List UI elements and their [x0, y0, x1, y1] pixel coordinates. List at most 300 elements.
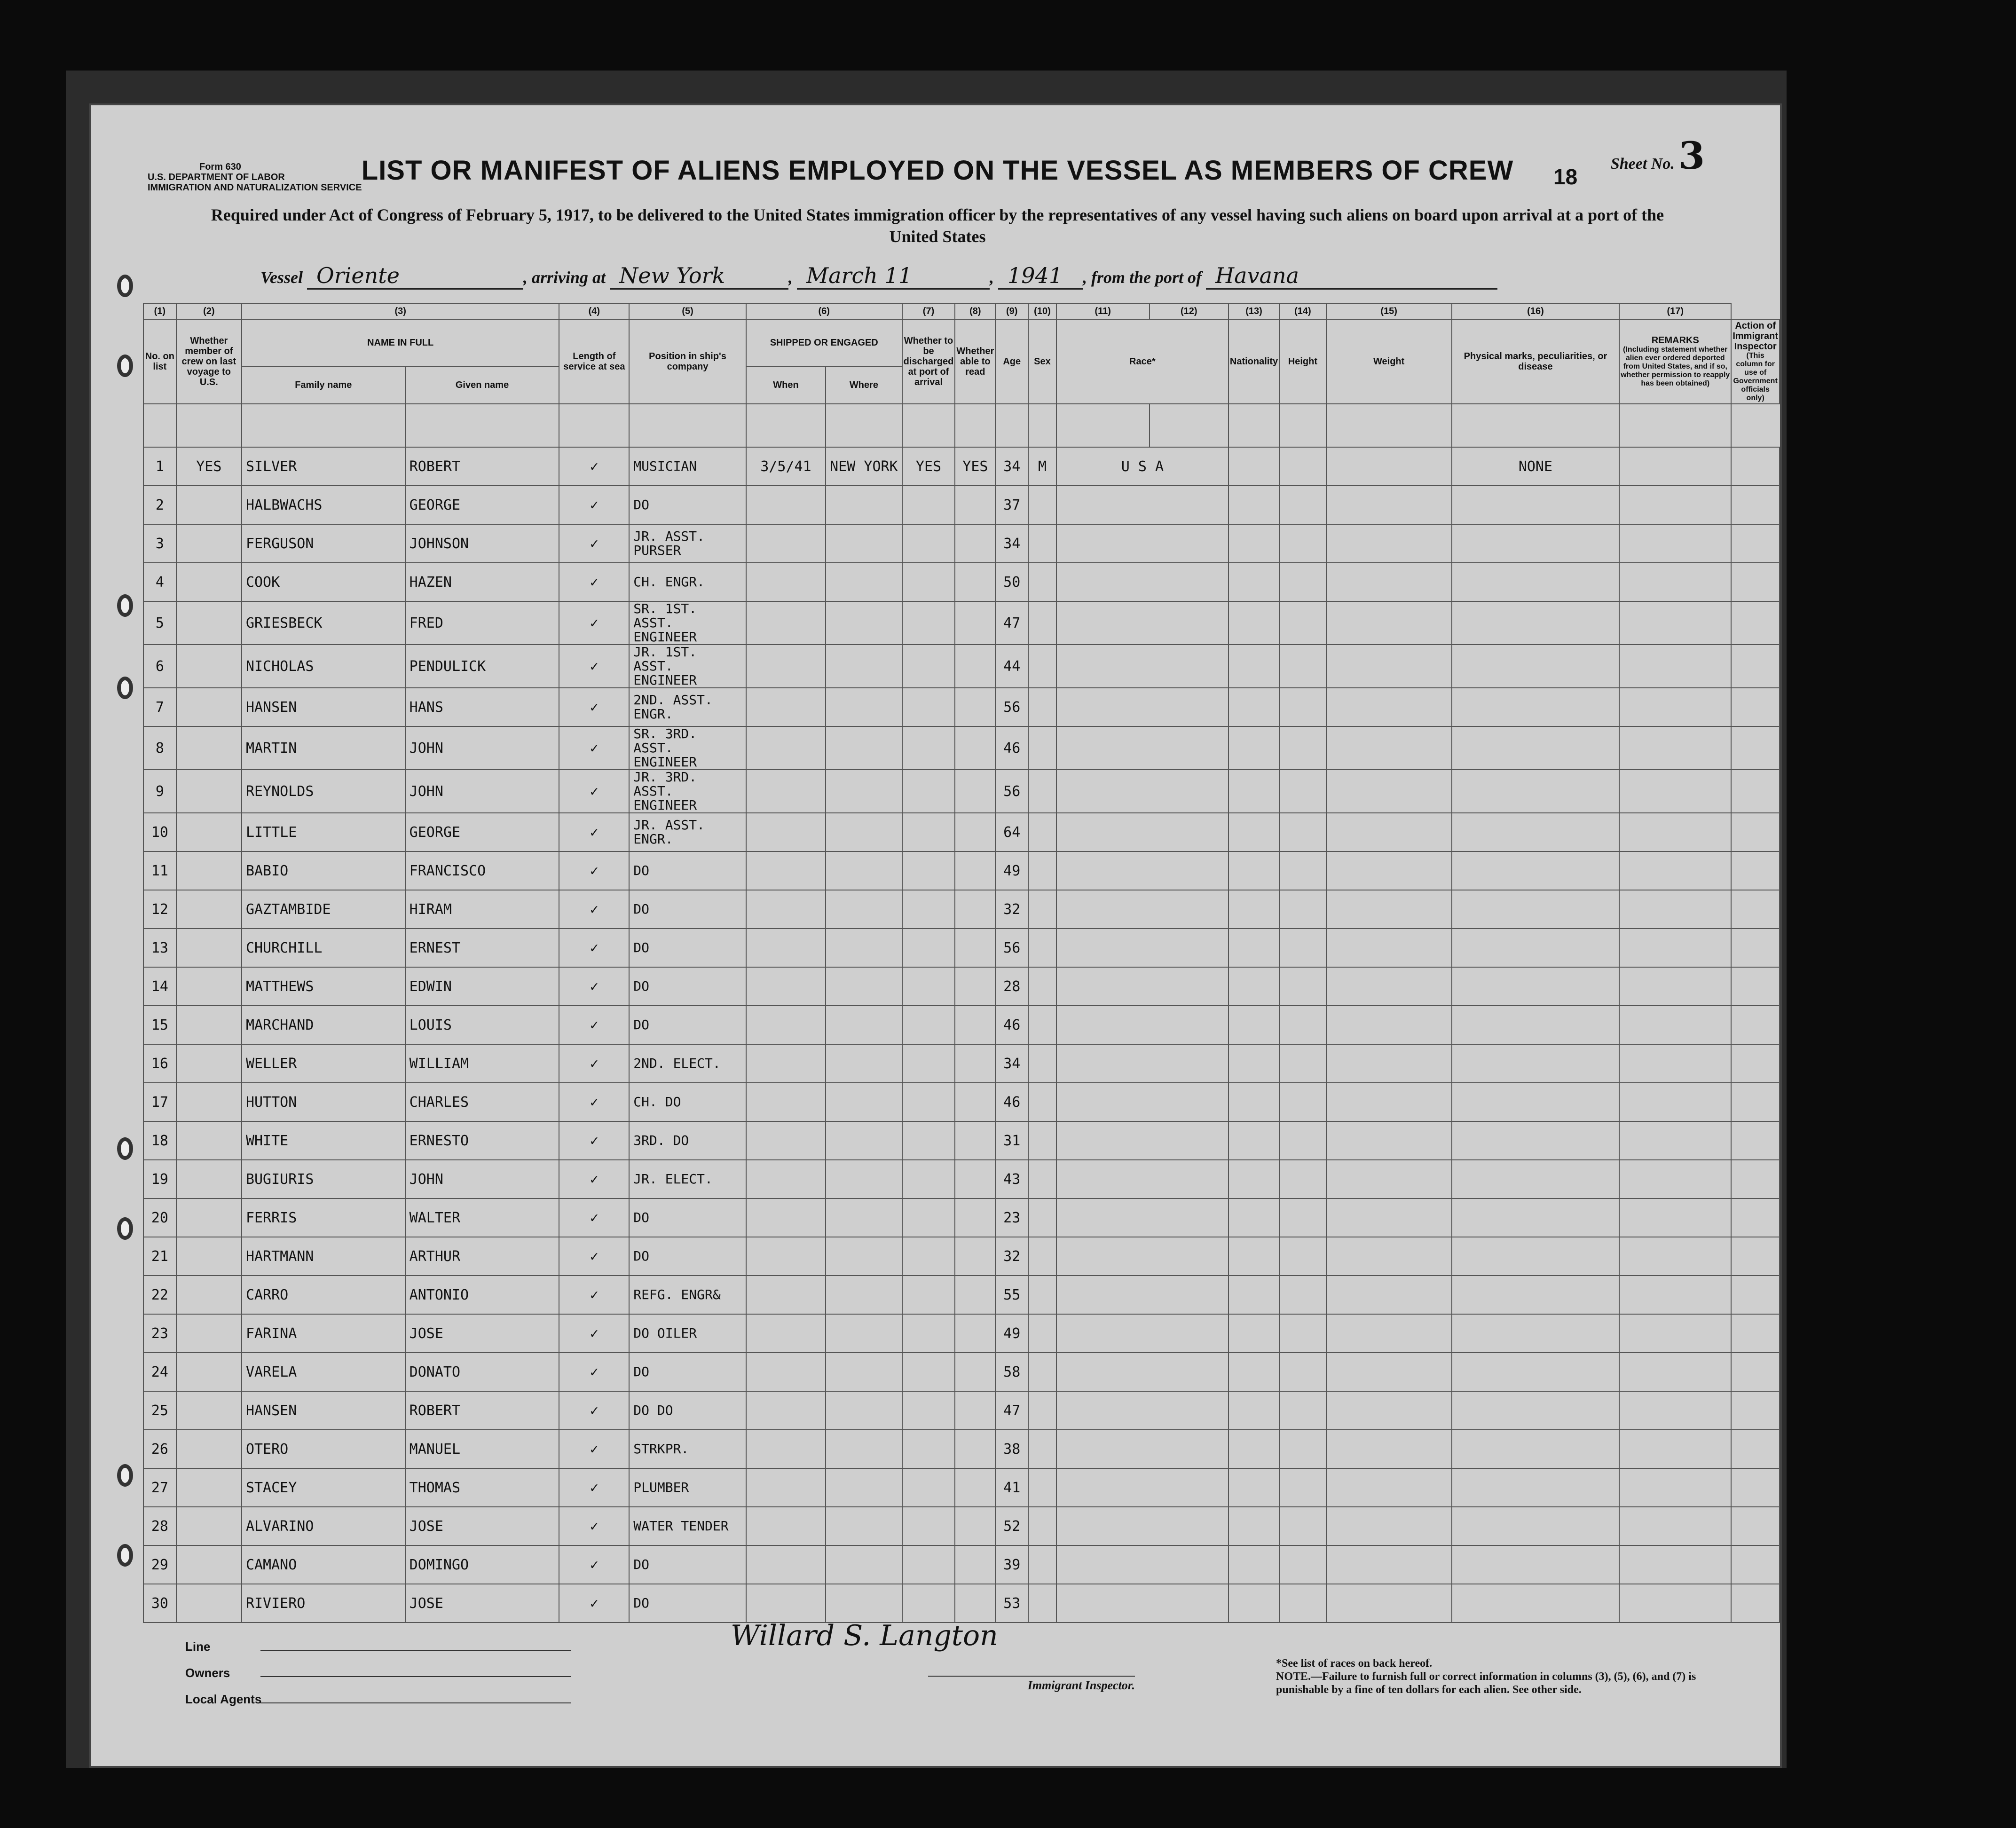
cell-list-number: 14 [143, 967, 176, 1006]
cell-position: JR. 3RD. ASST. ENGINEER [629, 770, 746, 813]
col-num: (10) [1028, 303, 1056, 319]
cell-physical-marks [1452, 813, 1620, 851]
cell-nationality [1228, 447, 1279, 486]
cell-discharged [902, 1314, 955, 1353]
cell-crew-last-voyage [176, 563, 242, 601]
header-no-on-list: No. on list [143, 319, 176, 404]
cell-discharged [902, 1121, 955, 1160]
table-row [143, 645, 1780, 688]
cell-age: 23 [995, 1198, 1028, 1237]
cell-crew-last-voyage [176, 1083, 242, 1121]
table-row [143, 1160, 1780, 1198]
cell-race [1056, 524, 1228, 563]
cell-race [1056, 770, 1228, 813]
cell-weight [1326, 1198, 1452, 1237]
cell-sex [1028, 1276, 1056, 1314]
cell-given-name: JOSE [405, 1314, 559, 1353]
cell-inspector-action [1731, 1044, 1780, 1083]
cell-crew-last-voyage [176, 1121, 242, 1160]
cell-remarks [1619, 563, 1731, 601]
cell-shipped-where [826, 967, 902, 1006]
col-num: (17) [1619, 303, 1731, 319]
cell-family-name: HANSEN [242, 688, 405, 726]
cell-height [1279, 1237, 1326, 1276]
cell-list-number: 20 [143, 1198, 176, 1237]
table-row [143, 770, 1780, 813]
cell-race [1056, 851, 1228, 890]
cell-shipped-when [746, 1198, 826, 1237]
cell-crew-last-voyage [176, 524, 242, 563]
cell-remarks [1619, 601, 1731, 645]
cell-position: DO [629, 929, 746, 967]
table-row [143, 1083, 1780, 1121]
cell-age: 49 [995, 851, 1028, 890]
cell-list-number: 4 [143, 563, 176, 601]
cell-remarks [1619, 1276, 1731, 1314]
cell-service-check: ✓ [559, 1430, 629, 1468]
cell-shipped-when [746, 1353, 826, 1391]
cell-remarks [1619, 1507, 1731, 1545]
cell-shipped-when [746, 1584, 826, 1623]
cell-crew-last-voyage [176, 1160, 242, 1198]
cell-crew-last-voyage [176, 851, 242, 890]
cell-shipped-where [826, 851, 902, 890]
cell-weight [1326, 1276, 1452, 1314]
line-field [185, 1633, 571, 1660]
cell-shipped-where [826, 1314, 902, 1353]
cell-nationality [1228, 524, 1279, 563]
cell-family-name: MARTIN [242, 726, 405, 770]
col-num: (12) [1150, 303, 1228, 319]
cell-weight [1326, 601, 1452, 645]
cell-family-name: CARRO [242, 1276, 405, 1314]
cell-sex [1028, 1160, 1056, 1198]
cell-discharged [902, 1584, 955, 1623]
cell-service-check: ✓ [559, 601, 629, 645]
cell-sex [1028, 486, 1056, 524]
cell-remarks [1619, 645, 1731, 688]
cell-given-name: DONATO [405, 1353, 559, 1391]
cell-able-to-read [955, 726, 995, 770]
cell-sex [1028, 1314, 1056, 1353]
cell-shipped-where [826, 1468, 902, 1507]
cell-discharged [902, 601, 955, 645]
cell-able-to-read [955, 601, 995, 645]
cell-remarks [1619, 1237, 1731, 1276]
punch-hole [117, 1464, 133, 1487]
cell-shipped-when [746, 1160, 826, 1198]
cell-service-check: ✓ [559, 1237, 629, 1276]
cell-service-check: ✓ [559, 1044, 629, 1083]
cell-shipped-when [746, 1314, 826, 1353]
owners-field [185, 1660, 571, 1686]
cell-weight [1326, 929, 1452, 967]
cell-sex [1028, 1006, 1056, 1044]
cell-sex [1028, 1430, 1056, 1468]
cell-nationality [1228, 1391, 1279, 1430]
cell-race [1056, 1006, 1228, 1044]
cell-nationality [1228, 851, 1279, 890]
cell-list-number: 8 [143, 726, 176, 770]
cell-family-name: REYNOLDS [242, 770, 405, 813]
cell-discharged [902, 929, 955, 967]
cell-height [1279, 1314, 1326, 1353]
cell-remarks [1619, 851, 1731, 890]
cell-family-name: MARCHAND [242, 1006, 405, 1044]
cell-service-check: ✓ [559, 688, 629, 726]
cell-crew-last-voyage [176, 1044, 242, 1083]
cell-family-name: WELLER [242, 1044, 405, 1083]
cell-service-check: ✓ [559, 524, 629, 563]
cell-age: 31 [995, 1121, 1028, 1160]
cell-given-name: ERNEST [405, 929, 559, 967]
crew-rows [143, 447, 1780, 1623]
cell-list-number: 3 [143, 524, 176, 563]
cell-inspector-action [1731, 447, 1780, 486]
cell-age: 32 [995, 1237, 1028, 1276]
cell-service-check: ✓ [559, 890, 629, 929]
header-name-in-full: NAME IN FULL [242, 319, 559, 366]
cell-given-name: THOMAS [405, 1468, 559, 1507]
cell-height [1279, 1160, 1326, 1198]
cell-physical-marks [1452, 486, 1620, 524]
cell-able-to-read [955, 1044, 995, 1083]
cell-sex [1028, 1083, 1056, 1121]
cell-position: DO [629, 851, 746, 890]
table-row [143, 929, 1780, 967]
cell-list-number: 7 [143, 688, 176, 726]
cell-given-name: ERNESTO [405, 1121, 559, 1160]
cell-position: DO [629, 486, 746, 524]
table-row [143, 1468, 1780, 1507]
cell-list-number: 29 [143, 1545, 176, 1584]
cell-remarks [1619, 770, 1731, 813]
cell-discharged [902, 1044, 955, 1083]
cell-shipped-where [826, 688, 902, 726]
manifest-sheet [89, 103, 1782, 1768]
cell-physical-marks [1452, 1006, 1620, 1044]
cell-discharged [902, 1545, 955, 1584]
table-row [143, 1545, 1780, 1584]
cell-sex [1028, 645, 1056, 688]
cell-age: 34 [995, 1044, 1028, 1083]
cell-list-number: 23 [143, 1314, 176, 1353]
col-num: (1) [143, 303, 176, 319]
cell-height [1279, 1545, 1326, 1584]
cell-height [1279, 1507, 1326, 1545]
cell-height [1279, 1353, 1326, 1391]
cell-height [1279, 1121, 1326, 1160]
cell-age: 52 [995, 1507, 1028, 1545]
cell-service-check: ✓ [559, 1198, 629, 1237]
cell-physical-marks [1452, 929, 1620, 967]
cell-able-to-read [955, 486, 995, 524]
cell-family-name: WHITE [242, 1121, 405, 1160]
stamp-number: 18 [1553, 165, 1578, 189]
cell-service-check: ✓ [559, 813, 629, 851]
cell-position: 2ND. ASST. ENGR. [629, 688, 746, 726]
arrival-date: March 11 [797, 263, 990, 290]
header-family-name: Family name [242, 366, 405, 404]
cell-discharged [902, 1160, 955, 1198]
cell-crew-last-voyage [176, 1006, 242, 1044]
cell-physical-marks [1452, 1044, 1620, 1083]
cell-weight [1326, 1430, 1452, 1468]
cell-sex [1028, 929, 1056, 967]
cell-height [1279, 851, 1326, 890]
cell-race [1056, 1237, 1228, 1276]
cell-able-to-read [955, 813, 995, 851]
col-num: (4) [559, 303, 629, 319]
cell-height [1279, 563, 1326, 601]
cell-inspector-action [1731, 1584, 1780, 1623]
cell-service-check: ✓ [559, 967, 629, 1006]
cell-list-number: 18 [143, 1121, 176, 1160]
cell-family-name: COOK [242, 563, 405, 601]
cell-shipped-when [746, 851, 826, 890]
cell-nationality [1228, 929, 1279, 967]
cell-inspector-action [1731, 813, 1780, 851]
cell-discharged [902, 1391, 955, 1430]
cell-physical-marks [1452, 1160, 1620, 1198]
cell-age: 44 [995, 645, 1028, 688]
cell-inspector-action [1731, 563, 1780, 601]
cell-given-name: DOMINGO [405, 1545, 559, 1584]
cell-position: DO [629, 1237, 746, 1276]
cell-sex [1028, 890, 1056, 929]
cell-inspector-action [1731, 1430, 1780, 1468]
departure-port: Havana [1206, 263, 1497, 290]
cell-height [1279, 486, 1326, 524]
cell-sex [1028, 1391, 1056, 1430]
table-row [143, 1391, 1780, 1430]
cell-service-check: ✓ [559, 486, 629, 524]
cell-remarks [1619, 890, 1731, 929]
cell-given-name: JOHNSON [405, 524, 559, 563]
cell-service-check: ✓ [559, 1391, 629, 1430]
cell-weight [1326, 1237, 1452, 1276]
cell-list-number: 25 [143, 1391, 176, 1430]
cell-service-check: ✓ [559, 851, 629, 890]
cell-able-to-read [955, 1121, 995, 1160]
cell-list-number: 24 [143, 1353, 176, 1391]
cell-position: REFG. ENGR& [629, 1276, 746, 1314]
cell-height [1279, 1006, 1326, 1044]
cell-shipped-when [746, 1545, 826, 1584]
cell-nationality [1228, 1006, 1279, 1044]
header-discharged: Whether to be discharged at port of arrival [902, 319, 955, 404]
cell-family-name: OTERO [242, 1430, 405, 1468]
cell-family-name: CHURCHILL [242, 929, 405, 967]
cell-able-to-read [955, 1545, 995, 1584]
cell-able-to-read [955, 524, 995, 563]
cell-shipped-where [826, 563, 902, 601]
table-row [143, 1584, 1780, 1623]
cell-shipped-where: NEW YORK [826, 447, 902, 486]
cell-given-name: MANUEL [405, 1430, 559, 1468]
cell-shipped-when [746, 601, 826, 645]
cell-crew-last-voyage [176, 1237, 242, 1276]
cell-remarks [1619, 1314, 1731, 1353]
cell-physical-marks: NONE [1452, 447, 1620, 486]
cell-crew-last-voyage [176, 770, 242, 813]
cell-weight [1326, 486, 1452, 524]
cell-inspector-action [1731, 967, 1780, 1006]
table-row [143, 1121, 1780, 1160]
page-subtitle: Required under Act of Congress of February 5, 1917, to be delivered to the United States immigration officer by the representatives of any vessel having such aliens on board upon arrival at a port of the United States [211, 205, 1664, 246]
cell-remarks [1619, 447, 1731, 486]
cell-weight [1326, 890, 1452, 929]
cell-nationality [1228, 563, 1279, 601]
punch-hole [117, 1217, 133, 1240]
cell-crew-last-voyage [176, 688, 242, 726]
cell-race [1056, 1430, 1228, 1468]
cell-shipped-when [746, 688, 826, 726]
cell-crew-last-voyage [176, 1198, 242, 1237]
cell-physical-marks [1452, 1314, 1620, 1353]
punch-hole [117, 677, 133, 699]
cell-position: 3RD. DO [629, 1121, 746, 1160]
cell-family-name: HUTTON [242, 1083, 405, 1121]
cell-shipped-when [746, 929, 826, 967]
cell-age: 53 [995, 1584, 1028, 1623]
table-row [143, 1507, 1780, 1545]
cell-shipped-where [826, 1276, 902, 1314]
cell-inspector-action [1731, 1198, 1780, 1237]
cell-list-number: 6 [143, 645, 176, 688]
cell-sex [1028, 1237, 1056, 1276]
cell-age: 37 [995, 486, 1028, 524]
cell-given-name: WILLIAM [405, 1044, 559, 1083]
cell-physical-marks [1452, 1198, 1620, 1237]
cell-physical-marks [1452, 601, 1620, 645]
cell-nationality [1228, 726, 1279, 770]
cell-age: 38 [995, 1430, 1028, 1468]
cell-age: 46 [995, 1083, 1028, 1121]
cell-age: 39 [995, 1545, 1028, 1584]
cell-crew-last-voyage [176, 486, 242, 524]
cell-crew-last-voyage: YES [176, 447, 242, 486]
cell-discharged [902, 813, 955, 851]
cell-nationality [1228, 688, 1279, 726]
cell-height [1279, 1044, 1326, 1083]
cell-physical-marks [1452, 645, 1620, 688]
cell-able-to-read [955, 1276, 995, 1314]
cell-list-number: 1 [143, 447, 176, 486]
cell-physical-marks [1452, 726, 1620, 770]
cell-weight [1326, 524, 1452, 563]
header-able-to-read: Whether able to read [955, 319, 995, 404]
table-row [143, 1314, 1780, 1353]
cell-given-name: JOHN [405, 770, 559, 813]
cell-position: JR. ASST. ENGR. [629, 813, 746, 851]
cell-able-to-read [955, 1314, 995, 1353]
cell-sex [1028, 1198, 1056, 1237]
sheet-number-value: 3 [1678, 134, 1705, 178]
cell-position: WATER TENDER [629, 1507, 746, 1545]
cell-inspector-action [1731, 1237, 1780, 1276]
cell-race [1056, 1391, 1228, 1430]
crew-table [143, 303, 1780, 1623]
cell-discharged [902, 851, 955, 890]
cell-inspector-action [1731, 645, 1780, 688]
cell-age: 34 [995, 524, 1028, 563]
cell-list-number: 2 [143, 486, 176, 524]
cell-physical-marks [1452, 1121, 1620, 1160]
cell-remarks [1619, 1006, 1731, 1044]
cell-sex [1028, 726, 1056, 770]
cell-shipped-when [746, 967, 826, 1006]
cell-list-number: 26 [143, 1430, 176, 1468]
cell-shipped-where [826, 813, 902, 851]
cell-crew-last-voyage [176, 1353, 242, 1391]
cell-discharged [902, 1430, 955, 1468]
cell-sex [1028, 851, 1056, 890]
cell-race [1056, 929, 1228, 967]
cell-shipped-when [746, 1121, 826, 1160]
cell-shipped-where [826, 1083, 902, 1121]
cell-shipped-when [746, 645, 826, 688]
table-row [143, 726, 1780, 770]
cell-physical-marks [1452, 1468, 1620, 1507]
col-num: (14) [1279, 303, 1326, 319]
cell-inspector-action [1731, 726, 1780, 770]
inspector-signature: Willard S. Langton [731, 1619, 998, 1652]
cell-height [1279, 813, 1326, 851]
cell-given-name: JOSE [405, 1507, 559, 1545]
table-row [143, 563, 1780, 601]
cell-shipped-where [826, 1044, 902, 1083]
cell-physical-marks [1452, 1353, 1620, 1391]
cell-family-name: FERGUSON [242, 524, 405, 563]
table-row [143, 813, 1780, 851]
cell-age: 56 [995, 770, 1028, 813]
cell-nationality [1228, 645, 1279, 688]
cell-able-to-read [955, 851, 995, 890]
inspector-signature-label: Immigrant Inspector. [928, 1676, 1135, 1693]
cell-age: 46 [995, 726, 1028, 770]
cell-given-name: HAZEN [405, 563, 559, 601]
cell-race [1056, 563, 1228, 601]
cell-inspector-action [1731, 688, 1780, 726]
cell-physical-marks [1452, 688, 1620, 726]
cell-list-number: 21 [143, 1237, 176, 1276]
header-shipped-or-engaged: SHIPPED OR ENGAGED [746, 319, 902, 366]
arrival-port: New York [610, 263, 788, 290]
cell-weight [1326, 1083, 1452, 1121]
cell-remarks [1619, 726, 1731, 770]
cell-given-name: JOHN [405, 1160, 559, 1198]
cell-list-number: 10 [143, 813, 176, 851]
cell-shipped-where [826, 770, 902, 813]
cell-weight [1326, 1314, 1452, 1353]
cell-able-to-read [955, 1584, 995, 1623]
cell-nationality [1228, 1468, 1279, 1507]
cell-discharged [902, 1198, 955, 1237]
header-inspector-note: (This column for use of Government officials only) [1733, 352, 1778, 402]
cell-position: MUSICIAN [629, 447, 746, 486]
cell-service-check: ✓ [559, 563, 629, 601]
cell-sex [1028, 524, 1056, 563]
table-row [143, 851, 1780, 890]
cell-nationality [1228, 1160, 1279, 1198]
cell-height [1279, 1584, 1326, 1623]
cell-weight [1326, 1468, 1452, 1507]
cell-race [1056, 486, 1228, 524]
cell-age: 43 [995, 1160, 1028, 1198]
cell-shipped-when [746, 563, 826, 601]
cell-discharged [902, 1006, 955, 1044]
